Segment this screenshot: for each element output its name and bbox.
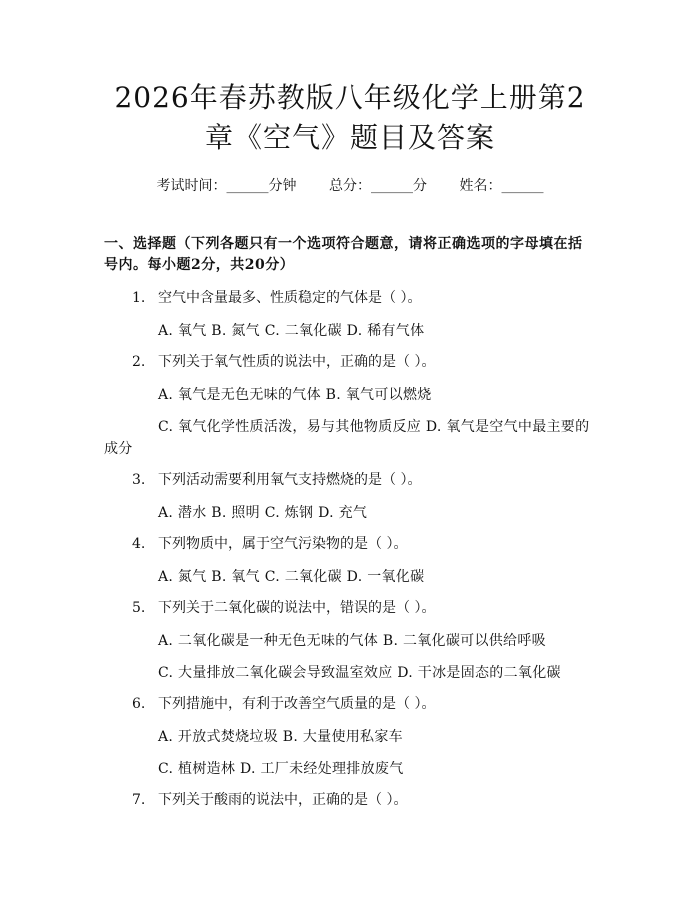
- section-heading: 一、选择题（下列各题只有一个选项符合题意，请将正确选项的字母填在括号内。每小题2分，共20分）: [104, 236, 583, 273]
- question-number: 1.: [132, 290, 146, 306]
- question-number: 2.: [132, 354, 146, 370]
- question-text: 下列物质中，属于空气污染物的是（ ）。: [158, 536, 408, 552]
- question-text: 下列关于氧气性质的说法中，正确的是（ ）。: [158, 354, 436, 370]
- question-stem: [104, 470, 596, 490]
- question-options: C. 大量排放二氧化碳会导致温室效应 D. 干冰是固态的二氧化碳: [158, 665, 561, 681]
- question-item: [104, 790, 596, 810]
- question-options: A. 氮气 B. 氧气 C. 二氧化碳 D. 一氧化碳: [158, 569, 425, 585]
- question-item: [104, 352, 596, 460]
- question-number: 7.: [132, 792, 146, 808]
- question-stem: [104, 790, 596, 810]
- exam-meta: [104, 176, 596, 196]
- question-list: [104, 288, 596, 810]
- question-number: 6.: [132, 696, 146, 712]
- question-number: 4.: [132, 536, 146, 552]
- question-stem: [104, 534, 596, 554]
- question-stem: [104, 288, 596, 308]
- question-text: 下列关于酸雨的说法中，正确的是（ ）。: [158, 792, 408, 808]
- question-stem: [104, 352, 596, 372]
- question-number: 5.: [132, 600, 146, 616]
- question-text: 下列措施中，有利于改善空气质量的是（ ）。: [158, 696, 436, 712]
- question-item: [104, 534, 596, 588]
- exam-time-field: 考试时间：______分钟: [156, 178, 297, 194]
- question-stem: [104, 598, 596, 618]
- question-options: A. 开放式焚烧垃圾 B. 大量使用私家车: [158, 729, 403, 745]
- question-number: 3.: [132, 472, 146, 488]
- name-field: 姓名：______: [459, 178, 544, 194]
- question-options: C. 氧气化学性质活泼，易与其他物质反应 D. 氧气是空气中最主要的成分: [104, 419, 590, 457]
- question-options: A. 二氧化碳是一种无色无味的气体 B. 二氧化碳可以供给呼吸: [158, 633, 546, 649]
- total-score-field: 总分：______分: [329, 178, 427, 194]
- question-text: 下列活动需要利用氧气支持燃烧的是（ ）。: [158, 472, 422, 488]
- question-options: C. 植树造林 D. 工厂未经处理排放废气: [158, 761, 404, 777]
- document-title: 2026年春苏教版八年级化学上册第2章《空气》题目及答案: [114, 81, 586, 154]
- question-options: A. 氧气是无色无味的气体 B. 氧气可以燃烧: [158, 387, 432, 403]
- question-options: A. 氧气 B. 氮气 C. 二氧化碳 D. 稀有气体: [158, 323, 425, 339]
- question-item: [104, 598, 596, 684]
- question-text: 下列关于二氧化碳的说法中，错误的是（ ）。: [158, 600, 436, 616]
- question-item: [104, 470, 596, 524]
- question-item: [104, 288, 596, 342]
- question-options: A. 潜水 B. 照明 C. 炼钢 D. 充气: [158, 505, 368, 521]
- question-text: 空气中含量最多、性质稳定的气体是（ ）。: [158, 290, 422, 306]
- question-item: [104, 694, 596, 780]
- question-stem: [104, 694, 596, 714]
